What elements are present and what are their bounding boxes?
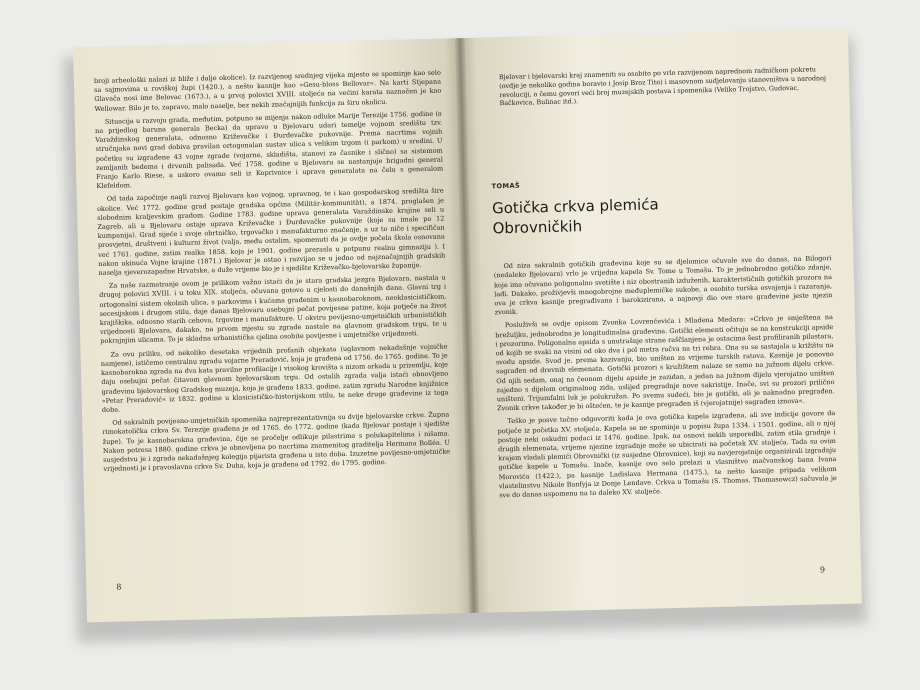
chapter-title bbox=[492, 190, 831, 238]
right-page bbox=[460, 29, 862, 613]
left-paragraph-5: Za ovu priliku, od nekoliko desetaka vrijednih profanih objekata (uglavnom nekadašnje vojničke namjene), ističemo centralnu zgradu vojarne Preradović, koja je građena od 1756. do 1765. godine. To je kasnobarokna zgrada na dva kata pravilne profilacije i visokog krovišta s nizom arkada u prizemlju, koje daju osebujni pečat čitavom glavnom bjelovarskom trgu. Od ostalih zgrada valja istaći obnovljeno građevinu bjelovarskog Gradskog muzeja, koja je građena 1833. godine, zatim zgradu Narodne knjižnice »Petar Preradović« iz 1832. godine u klasicističko-historijskom stilu, te neke druge građevine iz toga doba. bbox=[100, 342, 449, 414]
left-paragraph-1: broji arheološki nalazi iz bliže i dalje okolice). Iz razvijenog srednjeg vijeka mjesto se spominje kao selo sa sajmovima u roviškoj župi (1420.), a nešto kasnije kao »Gesu-bloss Bellovar«. Na karti Stjepana Glavača nosi ime Belovac (1673.), a u prvoj polovici XVIII. stoljeća na većini karata naznačen je kao Wellowar. Bilo je to, zapravo, malo naselje, bez nekih značajnijih funkcija za širu okolicu. bbox=[93, 68, 442, 113]
left-paragraph-4: Za naše razmatranje ovom je prilikom važno istaći da je stara gradska jezgra Bjelovara, nastala u drugoj polovici XVIII. i u toku XIX. stoljeća, očuvana gotovo u cjelosti do današnjih dana. Glavni trg i ortogonalni sistem okolnih ulica, s parkovima i kućama građenim u kasnobaroknom, neoklasicističkom, secesijskom i drugom stilu, daje danas Bjelovaru osebujni pečat povijesne patine, koja potječe na život krajiškika, odnosno starih cehova, trgovine i manufakture. U okviru povijesno-umjetničkih urbanističkih vrijednosti Bjelovara, dakako, na prvom mjestu su zgrade nastale na glavnom gradskom trgu, te u pokrajnjim ulicama. To je skladna urbanistička cjelina osobite povijesne i umjetničke vrijednosti. bbox=[99, 273, 448, 346]
open-book bbox=[73, 29, 862, 623]
right-paragraph-3: Teško je posve točno odgovoriti kada je ova gotička kapela izgrađena, ali sve indicije govore da potječe iz početka XV. stoljeća. Kapela se ne spominje u popisu župa 1334. i 1501. godine, ali o njoj postoje neki oskudni podaci iz 1476. godine. Ipak, na osnovi nekih usporedbi, zatim stila gradnje i drugih elemenata, vrijeme njezine izgradnje može se ubicirati na početak XV. stoljeća. Tada su ovim krajem vladali plemići Obrovnički (iz susjedne Obrovnice), koji su navjerojatnije organizirali izgradnju gotičke kapele u Tomašu. Inače, kasnije ovo selo prelazi u vlasništvo mačvanskog bana Ivana Morovića (1422.), pa kasnije Ladislava Hermana (1475.), te nešto kasnije pripada velikom vlastelinstvu Nikole Banfyja iz Donje Lendave. Crkva u Tomašu (S. Thomas, Thomasowcz) sačuvala je sve do danas uspomenu na to daleko XV. stoljeće. bbox=[497, 409, 837, 500]
section-label: TOMAŠ bbox=[491, 181, 521, 191]
chapter-title-line-2: Obrovničkih bbox=[492, 217, 583, 238]
left-paragraph-2: Situacija u razvoju grada, međutim, potpuno se mijenja nakon odluke Marije Terezije 1756. godine (a na prijedlog baruna generala Becka) da upravo u Bjelovaru udari temelje vojnom središtu tzv. Varaždinskog generalata, odnosno Križevačke i Đurđevačke pukovnije. Prema nacrtima vojnih stručnjaka novi grad dobiva pravilan ortogonalan sustav ulica s velikim trgom (i parkom) u sredini. U početku su izgrađene 43 vojne zgrade (vojarne, skladišta, stanovi za časnike i slično) sa sistemom zemljanih bedema i drvenih palisada. Već 1758. godine u Bjelovaru se nastanjuje brigadni general Franjo Karlo Riese, a uskoro ovamo seli iz Koprivnice i uprava generalata na čelu s generalom Klefeldom. bbox=[95, 109, 444, 191]
right-intro-paragraph: Bjelovar i bjelovarski kraj znameniti su osobito po vrlo razvijenom naprednom radničkom pokretu (ovdje je nekoliko godina boravio i Josip Broz Tito) i masovnom sudjelovanju stanovništva u narodnoj revoluciji, o čemu govori veći broj muzejskih postava i spomenika (Veliko Trojstvo, Gudovac, Bačkovica, Bulinac itd.). bbox=[498, 65, 827, 108]
right-page-number: 9 bbox=[819, 565, 826, 575]
right-paragraph-2: Posluživši se ovdje opisom Zvonka Lovrenčevića i Mladena Medara: »Crkva je smještena na brežuljku, jednobrodna je longitudinalna građevina. Gotički elementi očituju se na konstrukciji apside i prozorima. Poligonalna apsida s unutrašnje strane raščlanjena je ostacima šest profiliranih pilastara, od kojih se svaki na visini od oko dva i pol metra račva na tri rebra. Ona su se sastajala u križištu na svodu apside. Svod je, prema kazivanju, bio uništen za vrijeme turskih ratova. Kasnije je ponovno sagrađen od drevnih elemenata. Gotički prozori s kružištem nalaze se samo na južnom dijelu crkve. Od njih sedam, onaj na čeonom dijelu apside je zazidan, a jedan na južnom dijelu vjerojatno uništen zajedno s dijelom originalnog zida, uslijed pregradnje nove sakristije. Inače, svi su prozori prilično uništeni. Trijumfalni luk je polukružan. Po svemu sudeći, bio je gotički, ali je naknadno pregrađen. Zvonik crkve također je bi oštećen, te je kasnije pregrađen iš (vjerojatnije) sagrađen iznova«. bbox=[495, 313, 835, 413]
left-paragraph-3: Od tada započinje nagli razvoj Bjelovara kao vojnog, upravnog, te i kao gospodarskog središta šire okolice. Već 1772. godine grad postaje gradska općina (Militär-kommunität), a 1874. proglašen je slobodnim kraljevskim gradom. Godine 1783. godine uprava generalata Varaždinske krajine seli u Zagreb, ali u Bjelovaru ostaje uprava Križevačke i Đurđevačke pukovnije (koje su imale po 12 kumpanija). Grad sijeće i svoje obrtničko, trgovačko i manufakturno značenje, a uz to niče i specifičan prosvjetni, društveni i kulturni život (valja, među ostalim, spomenuti da je ovdje počela škola osnovana već 1761. godine, zatim realka 1858. koja je 1901. godine prerasla u potpunu realnu gimnaziju ). I nakon ukinuća Vojne krajine (1871.) Bjelovar je ostao i razvijao se u jedno od najznačajnijih gradskih naselja sjeverozapadne Hrvatske, a duže vrijeme bio je i sjedište Križevačko-bjelovarske županije. bbox=[96, 186, 446, 278]
left-paragraph-6: Od sakralnih povijesno-umjetničkih spomenika najreprezentativnija su dvije bjelovarske crkve. Župna rimokatolička crkva Sv. Terezije građena je od 1765. do 1772. godine (kada Bjelovar postaje i sjedište župe). To je kasnobarokna građevina, čije se pročelje odlikuje pilastrima s polukapitelima i nišama. Nakon potresa 1880. godine crkva je obnovljena po nacrtima znamenitog graditelja Hermana Bolléa. U susjedstvu je i zgrada nekadašnjeg kolegija pijarista građena u isto doba. Izuzetne povijesno-umjetničke vrijednosti je i pravoslavna crkva Sv. Duha, koja je građena od 1792. do 1795. godine. bbox=[102, 410, 451, 474]
left-page bbox=[73, 38, 474, 622]
left-page-number: 8 bbox=[116, 582, 122, 592]
chapter-title-line-1: Gotička crkva plemića bbox=[491, 195, 659, 218]
right-paragraph-1: Od niza sakralnih gotičkih građevina koje su se djelomice očuvale sve do danas, na Bilogori (nedaleko Bjelovara) vrlo je vrijedna kapela Sv. Tome u Tomašu. To je jednobrodno gotičko zdanje, koje ima očuvano poligonalno svetište i niz obostranih izduženih, karakterističnih gotičkih prozora na lađi. Dakako, proživjevši mnogobrojne međuplemićke sukobe, a osobito turska osvajanja i razaranja, ova je crkva kasnije pregrađivana i barokizirana, a najnovji dio ove stare građevine jeste njezin zvonik. bbox=[493, 254, 833, 317]
